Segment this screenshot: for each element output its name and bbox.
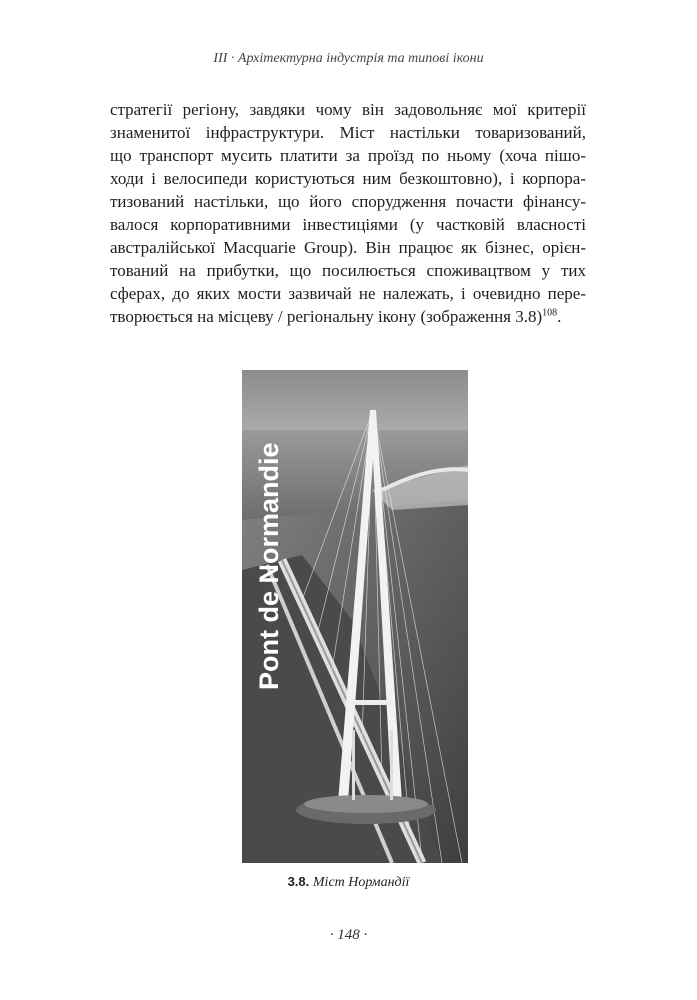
text-line: ходи і велосипеди користуються ним безкоштовно), і корпора-	[110, 169, 586, 188]
text-line: що транспорт мусить платити за проїзд по ньому (хоча пішо-	[110, 146, 586, 165]
text-line: тизований настільки, що його спорудження почасти фінансу-	[110, 192, 586, 211]
text-line: австралійської Macquarie Group). Він працює як бізнес, орієн-	[110, 238, 586, 257]
body-paragraph	[110, 98, 586, 328]
text-line-content: творюється на місцеву / регіональну ікону (зображення 3.8)	[110, 307, 543, 326]
text-line-last	[110, 305, 586, 328]
bridge-photo	[242, 370, 468, 863]
caption-number: 3.8.	[287, 874, 310, 889]
page-number: · 148 ·	[329, 927, 368, 943]
text-line: валося корпоративними інвестиціями (у частковій власності	[110, 215, 586, 234]
text-line: стратегії регіону, завдяки чому він задовольняє мої критерії	[110, 100, 586, 119]
figure-caption	[0, 874, 697, 891]
final-punctuation: .	[557, 307, 562, 326]
text-line: тований на прибутки, що посилюється споживацтвом у тих	[110, 261, 586, 280]
footnote-ref[interactable]: 108	[542, 307, 558, 319]
bridge-name-overlay: Pont de Normandie	[254, 442, 284, 690]
caption-text: Міст Нормандії	[312, 875, 410, 890]
text-line: сферах, до яких мости зазвичай не належать, і очевидно пере-	[110, 284, 586, 303]
text-line: знаменитої інфраструктури. Міст настільки товаризований,	[110, 123, 586, 142]
running-head: III · Архітектурна індустрія та типові ікони	[213, 51, 484, 66]
